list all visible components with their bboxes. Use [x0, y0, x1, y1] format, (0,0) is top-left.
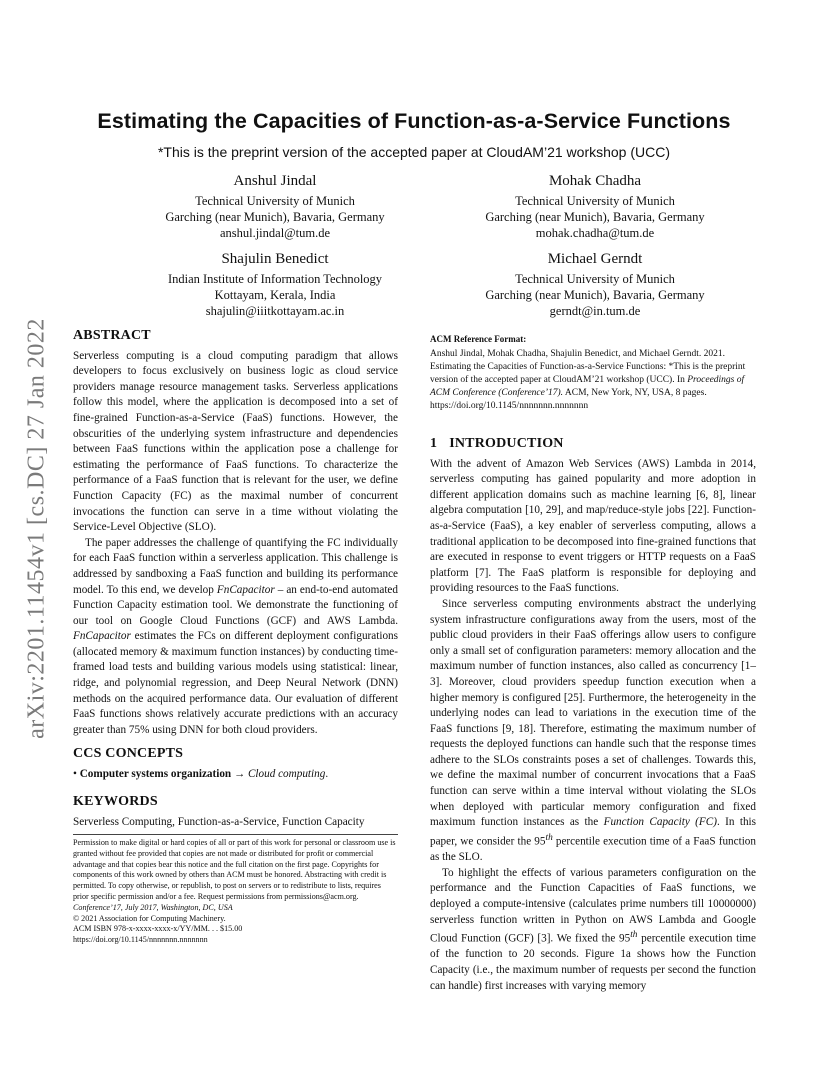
author-affiliation: Indian Institute of Information Technology	[167, 272, 383, 286]
author-block	[430, 172, 760, 241]
arxiv-identifier: arXiv:2201.11454v1 [cs.DC] 27 Jan 2022	[23, 318, 50, 739]
acm-reference-heading: ACM Reference Format:	[430, 334, 527, 344]
author-block	[110, 172, 440, 241]
intro-paragraph: To highlight the effects of various parameters configuration on the performance and the Function Capacities of FaaS functions, we deployed a compute-intensive (calculates prime numbers till 10000000) serverless function written in Python on AWS Lambda and Google Cloud Function (GCF) [3]. We fixed the 95th percentile execution time of the function to 20 seconds. Figure 1a shows how the Function Capacity (i.e., the maximum number of requests per second the function can handle) first increases with varying memory	[430, 866, 756, 992]
keywords-heading: KEYWORDS	[73, 794, 158, 809]
author-block	[110, 250, 440, 319]
author-name: Mohak Chadha	[548, 173, 642, 189]
intro-paragraph: Since serverless computing environments abstract the underlying system infrastructure configurations away from the users, most of the public cloud providers in their FaaS offerings allow users to configure only a small set of configuration parameters: memory allocation and the maximum number of function instances, also called as concurrency [1–3]. Moreover, cloud providers speedup function execution when a higher memory is configured [25]. Furthermore, the heterogeneity in the underlying nodes can lead to variations in the execution time of the FaaS functions [9, 18]. Therefore, estimating the maximum number of requests the deployed functions can handle such that the response times adhere to the SLOs constraints poses a set of challenges. Towards this, we define the maximal number of concurrent invocations that a FaaS function can serve within a time interval without violating the SLOs when deployed with particular memory configuration and fixed maximum function instances as the Function Capacity (FC). In this paper, we consider the 95th percentile execution time of a FaaS function as the SLO.	[430, 597, 757, 864]
author-email: gerndt@in.tum.de	[549, 304, 641, 318]
author-affiliation: Technical University of Munich	[515, 272, 675, 286]
acm-reference	[430, 332, 756, 413]
author-email: mohak.chadha@tum.de	[535, 226, 655, 240]
keywords-section	[73, 794, 398, 830]
doi-line: https://doi.org/10.1145/nnnnnnn.nnnnnnn	[73, 935, 208, 945]
author-location: Garching (near Munich), Bavaria, Germany	[485, 288, 705, 302]
arxiv-sidebar	[22, 290, 52, 770]
ccs-concept: • Computer systems organization → Cloud computing.	[73, 767, 329, 780]
permission-text: Permission to make digital or hard copies of all or part of this work for personal or classroom use is granted without fee provided that copies are not made or distributed for profit or commercial advantage and that copies bear this notice and the full citation on the first page. Copyrights for components of this work owned by others than ACM must be honored. Abstracting with credit is permitted. To copy otherwise, or republish, to post on servers or to redistribute to lists, requires prior specific permission and/or a fee. Request permissions from permissions@acm.org.	[73, 838, 396, 901]
author-email: anshul.jindal@tum.de	[219, 226, 331, 240]
acm-reference-text: Anshul Jindal, Mohak Chadha, Shajulin Benedict, and Michael Gerndt. 2021. Estimating the Capacities of Function-as-a-Service Functions: *This is the preprint version of the accepted paper at CloudAM’21 workshop (UCC). In Proceedings of ACM Conference (Conference’17). ACM, New York, NY, USA, 8 pages. https://doi.org/10.1145/nnnnnnn.nnnnnnn	[430, 348, 746, 411]
tool-name: FnCapacitor	[73, 630, 131, 643]
tool-name: FnCapacitor	[216, 583, 275, 596]
introduction-section	[430, 436, 756, 994]
author-affiliation: Technical University of Munich	[515, 194, 675, 208]
introduction-heading: 1 INTRODUCTION	[430, 436, 564, 451]
author-affiliation: Technical University of Munich	[195, 194, 355, 208]
abstract-paragraph: The paper addresses the challenge of quantifying the FC individually for each FaaS function within a serverless application. This challenge is addressed by sandboxing a FaaS function and building its performance model. To this end, we develop FnCapacitor – an end-to-end automated Function Capacity estimation tool. We demonstrate the functioning of our tool on Google Cloud Functions (GCF) and AWS Lambda. FnCapacitor estimates the FCs on different deployment configurations (allocated memory & maximum function instances) by conducting time-framed load tests and building various models using statistical: linear, ridge, and polynomial regression, and Deep Neural Network (DNN) methods on the acquired performance data. Our evaluation of different FaaS functions shows relatively accurate predictions with an accuracy greater than 75% using DNN for both cloud providers.	[73, 536, 398, 736]
author-name: Anshul Jindal	[233, 173, 317, 189]
author-email: shajulin@iiitkottayam.ac.in	[205, 304, 345, 318]
abstract-paragraph: Serverless computing is a cloud computing paradigm that allows developers to focus exclusively on business logic as cloud service providers manage resource management tasks. Serverless applications follow this model, where the application is decomposed into a set of fine-grained Function-as-a-Service (FaaS) functions. However, the obscurities of the underlying system infrastructure and dependencies between FaaS functions within the application pose a challenge for estimating the performance of FaaS functions. To characterize the performance of a FaaS function that is relevant for the user, we define Function Capacity (FC) as the maximal number of concurrent invocations the function can serve in a time without violating the Service-Level Objective (SLO).	[73, 349, 398, 534]
ccs-section	[73, 746, 398, 782]
intro-paragraph: With the advent of Amazon Web Services (AWS) Lambda in 2014, serverless computing has gained popularity and more adoption in different application domains such as machine learning [6, 8], linear algebra computation [10, 29], and map/reduce-style jobs [22]. Function-as-a-Service (FaaS), a key enabler of serverless computing, allows a traditional application to be decomposed into fine-grained functions that are executed in response to event triggers or HTTP requests on a FaaS platform [7]. The FaaS platform is responsible for deploying and providing resources to the FaaS functions.	[430, 457, 756, 595]
author-location: Kottayam, Kerala, India	[214, 288, 336, 302]
copyright-line: © 2021 Association for Computing Machinery.	[73, 913, 226, 923]
abstract-section	[73, 328, 398, 738]
author-location: Garching (near Munich), Bavaria, Germany	[485, 210, 705, 224]
author-block	[430, 250, 760, 319]
author-name: Shajulin Benedict	[221, 251, 329, 267]
isbn-line: ACM ISBN 978-x-xxxx-xxxx-x/YY/MM. . . $15.00	[73, 924, 243, 934]
author-location: Garching (near Munich), Bavaria, Germany	[165, 210, 385, 224]
copyright-footnote	[73, 838, 398, 946]
keywords-text: Serverless Computing, Function-as-a-Service, Function Capacity	[73, 815, 365, 828]
paper-subtitle: *This is the preprint version of the accepted paper at CloudAM’21 workshop (UCC)	[157, 144, 671, 160]
paper-title: Estimating the Capacities of Function-as-a-Service Functions	[97, 109, 731, 133]
abstract-heading: ABSTRACT	[73, 328, 151, 343]
conference-info: Conference’17, July 2017, Washington, DC, USA	[73, 902, 233, 912]
ccs-heading: CCS CONCEPTS	[73, 746, 184, 761]
footnote-divider	[73, 834, 398, 835]
author-name: Michael Gerndt	[547, 251, 643, 267]
